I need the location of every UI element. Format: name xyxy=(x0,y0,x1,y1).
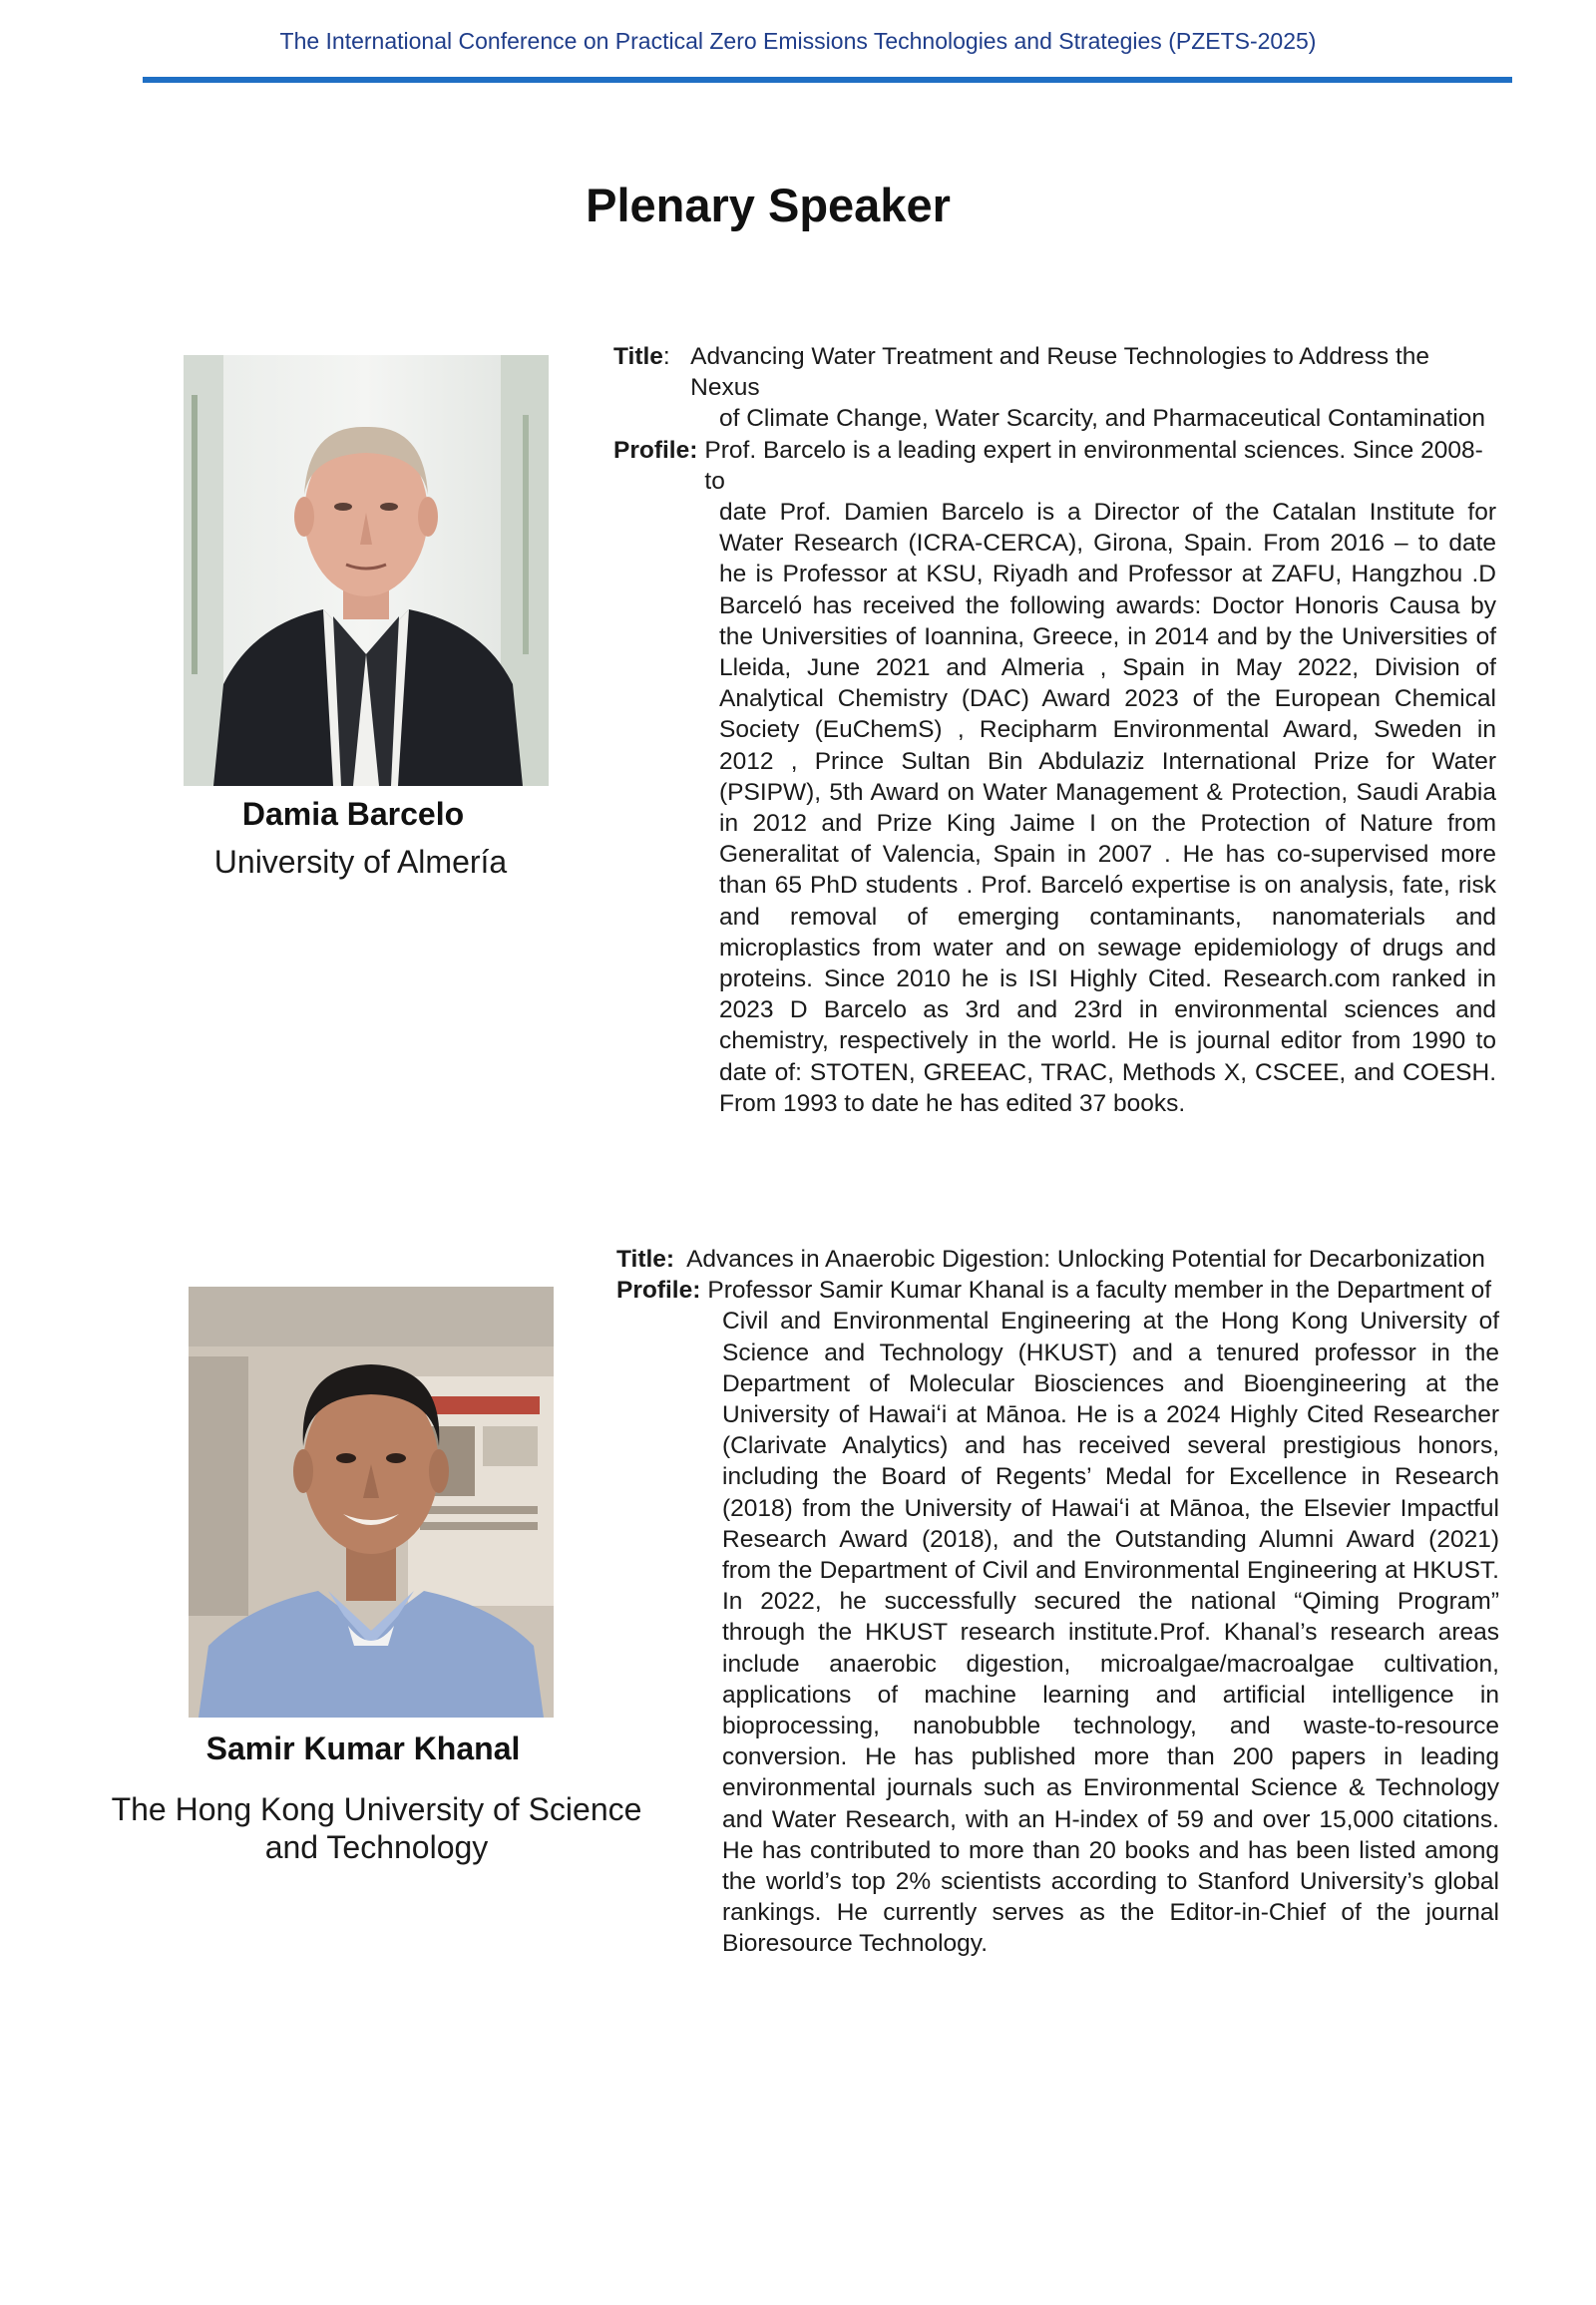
talk-title-row xyxy=(613,341,1496,403)
profile-first-line: Prof. Barcelo is a leading expert in environmental sciences. Since 2008-to xyxy=(704,436,1483,495)
talk-title: Advancing Water Treatment and Reuse Technologies to Address the Nexus xyxy=(690,343,1430,402)
profile-first-line: Professor Samir Kumar Khanal is a faculty member in the Department of xyxy=(707,1277,1492,1305)
profile-text: date Prof. Damien Barcelo is a Director of the Catalan Institute for Water Research (ICRA-CERCA), Girona, Spain. From 2016 – to date he is Professor at KSU, Riyadh and Professor at ZAFU, Hangzhou .D Barceló has received the following awards: Doctor Honoris Causa by the Universities of Ioannina, Greece, in 2014 and by the Universities of Lleida, June 2021 and Almeria , Spain in May 2022, Division of Analytical Chemistry (DAC) Award 2023 of the European Chemical Society (EuChemS) , Recipharm Environmental Award, Sweden in 2012 , Prince Sultan Bin Abdulaziz International Prize for Water (PSIPW), 5th Award on Water Management & Protection, Saudi Arabia in 2012 and Prize King Jaime I on the Protection of Nature from Generalitat of Valencia, Spain in 2007 . He has co-supervised more than 65 PhD students . Prof. Barceló expertise is on analysis, fate, risk and removal of emerging contaminants, nanomaterials and microplastics from water and on sewage epidemiology of drugs and proteins. Since 2010 he is ISI Highly Cited. Research.com ranked in 2023 D Barcelo as 3rd and 23rd in environmental sciences and chemistry, respectively in the world. He is journal editor from 1990 to date of: STOTEN, GREEAC, TRAC, Methods X, CSCEE, and COESH. From 1993 to date he has edited 37 books. xyxy=(719,499,1496,1117)
header-divider xyxy=(143,77,1512,83)
speaker-name: Damia Barcelo xyxy=(241,796,465,832)
speaker-affiliation: The Hong Kong University of Science and Technology xyxy=(111,1791,642,1865)
page-title: Plenary Speaker xyxy=(586,179,951,231)
speaker-affiliation: University of Almería xyxy=(213,844,508,880)
conference-name: The International Conference on Practical Zero Emissions Technologies and Strategies (PZETS-2025) xyxy=(279,28,1317,54)
title-label: Title: xyxy=(616,1246,675,1273)
speaker-name: Samir Kumar Khanal xyxy=(205,1730,521,1766)
title-label: Title: xyxy=(613,343,670,370)
talk-title-continued: of Climate Change, Water Scarcity, and Pharmaceutical Contamination xyxy=(719,405,1486,433)
talk-entry xyxy=(613,341,1496,1119)
talk-entry xyxy=(616,1244,1499,1960)
speaker-photo-barcelo xyxy=(184,355,549,786)
profile-label: Profile: xyxy=(613,436,698,464)
profile-row xyxy=(613,435,1496,497)
talk-title-row xyxy=(616,1244,1499,1275)
profile-row xyxy=(616,1275,1499,1306)
profile-text: Civil and Environmental Engineering at the Hong Kong University of Science and Technology (HKUST) and a tenured professor in the Department of Molecular Biosciences and Bioengineering at the University of Hawaiʻi at Mānoa. He is a 2024 Highly Cited Researcher (Clarivate Analytics) and has received several prestigious honors, including the Board of Regents’ Medal for Excellence in Research (2018) from the University of Hawaiʻi at Mānoa, the Elsevier Impactful Research Award (2018), and the Outstanding Alumni Award (2021) from the Department of Civil and Environmental Engineering at HKUST. In 2022, he successfully secured the national “Qiming Program” through the HKUST research institute.Prof. Khanal’s research areas include anaerobic digestion, microalgae/macroalgae cultivation, applications of machine learning and artificial intelligence in bioprocessing, nanobubble technology, and waste-to-resource conversion. He has published more than 200 papers in leading environmental journals such as Environmental Science & Technology and Water Research, with an H-index of 59 and over 15,000 citations. He has contributed to more than 20 books and has been listed among the world’s top 2% scientists according to Stanford University’s global rankings. He currently serves as the Editor-in-Chief of the journal Bioresource Technology. xyxy=(722,1308,1499,1958)
speaker-photo-khanal xyxy=(189,1287,554,1718)
profile-label: Profile: xyxy=(616,1277,701,1305)
talk-title: Advances in Anaerobic Digestion: Unlocking Potential for Decarbonization xyxy=(686,1246,1485,1273)
